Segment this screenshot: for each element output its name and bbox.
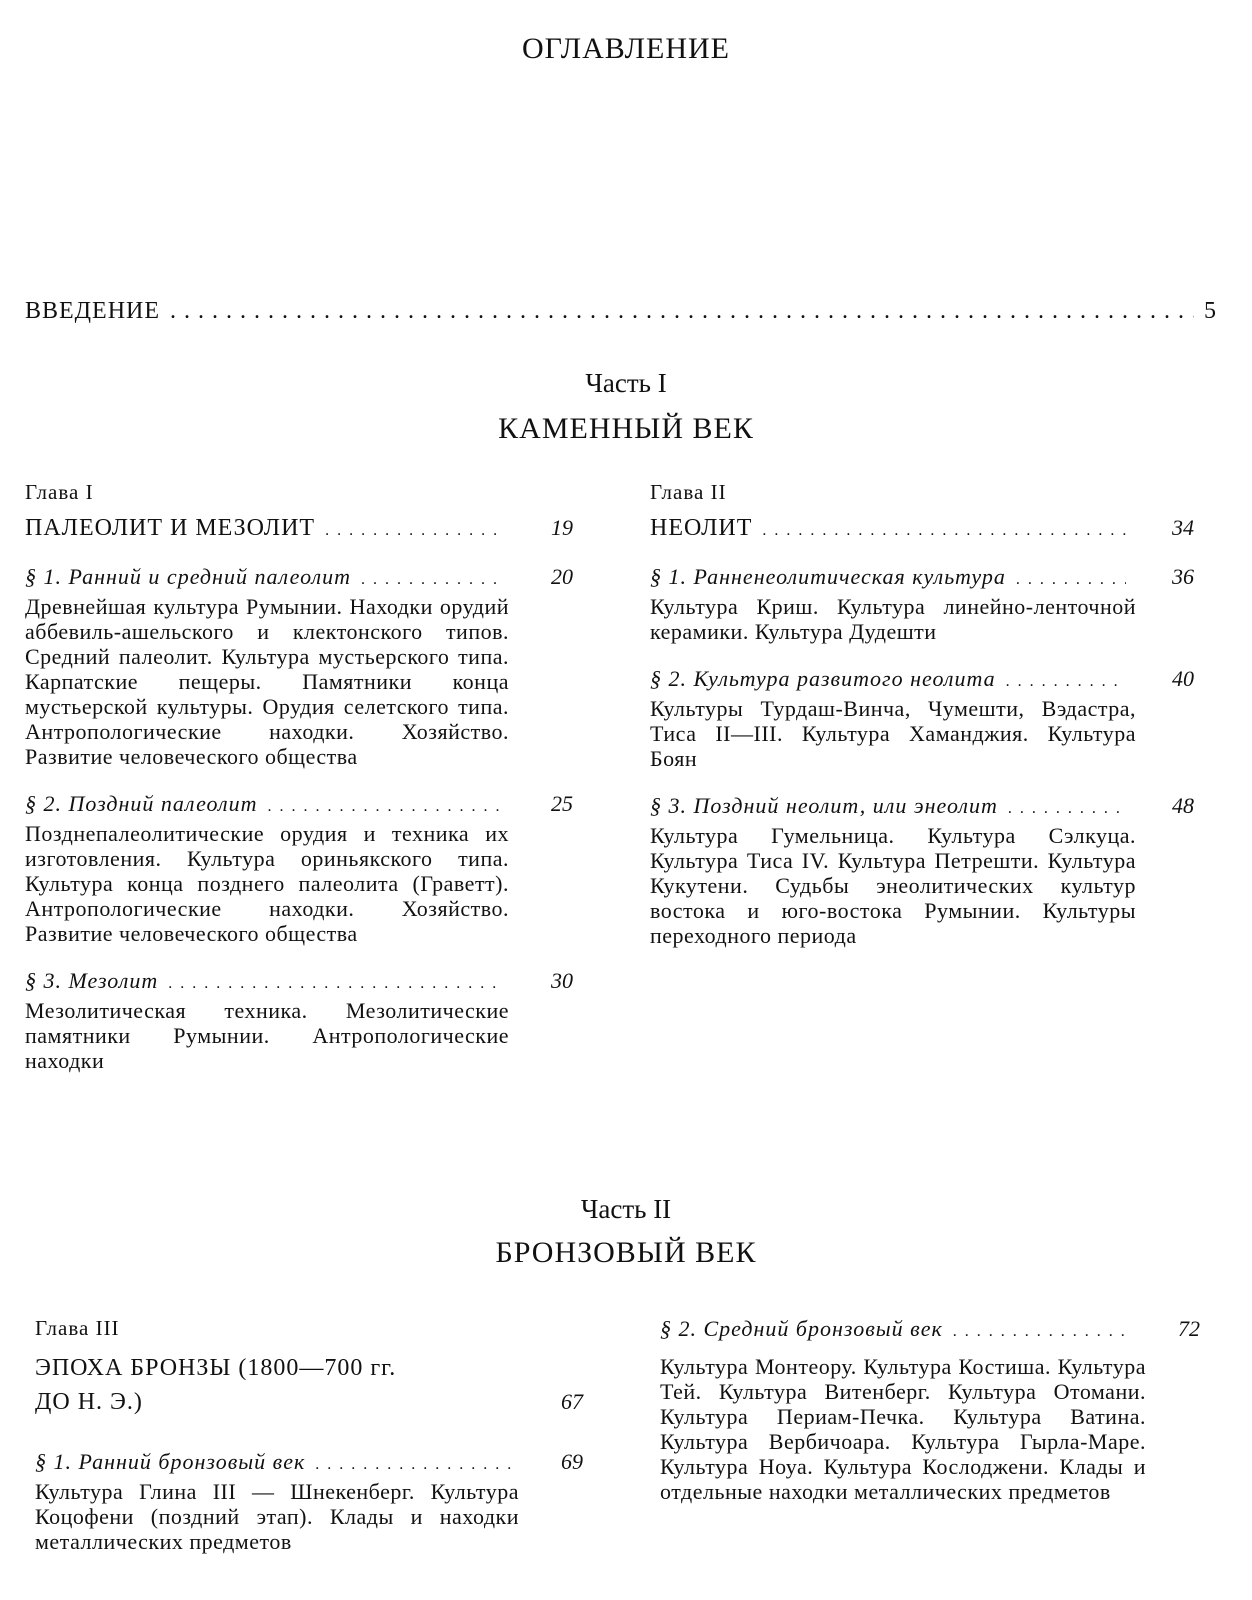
- chapter-2-title: НЕОЛИТ: [650, 515, 753, 541]
- leader-dots: [361, 571, 505, 589]
- section-2-2: [650, 666, 1194, 771]
- section-description: Древнейшая культура Румынии. Находки орудий аббевиль-ашельского и клектонского типов. Средний палеолит. Культура мустьерского типа. Карпатские пещеры. Памятники конца мустьерской культуры. Орудия селетского типа. Антропологические находки. Хозяйство. Развитие человеческого общества: [25, 594, 509, 769]
- chapter-2-page: 34: [1172, 515, 1194, 540]
- section-3-2: [660, 1316, 1200, 1504]
- section-page: 36: [1172, 564, 1194, 589]
- leader-dots: [762, 522, 1126, 540]
- section-page: 25: [551, 791, 573, 816]
- section-description: Культура Криш. Культура линейно-ленточной керамики. Культура Дудешти: [650, 594, 1136, 644]
- leader-dots: [325, 522, 505, 540]
- section-title: § 1. Ранненеолитическая культура: [650, 564, 1006, 589]
- section-description: Культура Глина III — Шнекенберг. Культура Коцофени (поздний этап). Клады и находки металлических предметов: [35, 1479, 519, 1554]
- chapter-3-title-line-2: ДО Н. Э.): [35, 1389, 143, 1415]
- section-1-2: [25, 791, 573, 946]
- chapter-3-column: [35, 1316, 583, 1554]
- intro-label: ВВЕДЕНИЕ: [25, 298, 161, 324]
- section-title: § 3. Мезолит: [25, 968, 159, 993]
- chapter-1-title: ПАЛЕОЛИТ И МЕЗОЛИТ: [25, 515, 316, 541]
- leader-dots: [1006, 673, 1126, 691]
- toc-entry-section-1-3[interactable]: [25, 968, 573, 994]
- section-description: Мезолитическая техника. Мезолитические памятники Румынии. Антропологические находки: [25, 998, 509, 1073]
- section-1-3: [25, 968, 573, 1073]
- section-description: Культуры Турдаш-Винча, Чумешти, Вэдастра, Тиса II—III. Культура Хаманджия. Культура Боян: [650, 696, 1136, 771]
- part-1-label: Часть I: [585, 368, 667, 398]
- leader-dots: [170, 298, 1194, 325]
- part-2-label: Часть II: [580, 1194, 672, 1224]
- chapter-3-title-line-1: ЭПОХА БРОНЗЫ (1800—700 гг.: [35, 1355, 397, 1381]
- toc-entry-section-2-2[interactable]: [650, 666, 1194, 692]
- section-page: 40: [1172, 666, 1194, 691]
- chapter-2-column: [650, 480, 1194, 948]
- chapter-1-label: Глава I: [25, 480, 94, 504]
- section-description: Культура Монтеору. Культура Костиша. Культура Тей. Культура Витенберг. Культура Отомани. Культура Периам-Печка. Культура Ватина. Культура Вербичоара. Культура Гырла-Маре. Культура Ноуа. Культура Кослоджени. Клады и отдельные находки металлических предметов: [660, 1354, 1146, 1504]
- leader-dots: [168, 975, 505, 993]
- section-2-3: [650, 793, 1194, 948]
- section-page: 20: [551, 564, 573, 589]
- section-title: § 1. Ранний бронзовый век: [35, 1449, 306, 1474]
- intro-page: 5: [1204, 298, 1217, 324]
- toc-entry-chapter-3[interactable]: [35, 1351, 583, 1419]
- toc-entry-section-3-1[interactable]: [35, 1449, 583, 1475]
- section-title: § 2. Средний бронзовый век: [660, 1316, 943, 1341]
- toc-entry-section-2-1[interactable]: [650, 564, 1194, 590]
- section-1-1: [25, 564, 573, 769]
- section-3-1: [35, 1449, 583, 1554]
- section-title: § 2. Культура развитого неолита: [650, 666, 996, 691]
- section-page: 72: [1178, 1316, 1200, 1341]
- toc-entry-chapter-1[interactable]: [25, 515, 573, 542]
- leader-dots: [1008, 800, 1126, 818]
- toc-entry-section-1-1[interactable]: [25, 564, 573, 590]
- page-title: ОГЛАВЛЕНИЕ: [522, 32, 730, 65]
- section-description: Культура Гумельница. Культура Сэлкуца. Культура Тиса IV. Культура Петрешти. Культура Кукутени. Судьбы энеолитических культур востока и юго-востока Румынии. Культуры переходного периода: [650, 823, 1136, 948]
- leader-dots: [1016, 571, 1126, 589]
- section-2-1: [650, 564, 1194, 644]
- part-2-title: БРОНЗОВЫЙ ВЕК: [495, 1236, 757, 1269]
- chapter-1-column: [25, 480, 573, 1073]
- toc-entry-section-2-3[interactable]: [650, 793, 1194, 819]
- toc-entry-section-1-2[interactable]: [25, 791, 573, 817]
- section-page: 69: [561, 1449, 583, 1474]
- chapter-2-label: Глава II: [650, 480, 727, 504]
- leader-dots: [315, 1456, 515, 1474]
- toc-entry-section-3-2[interactable]: [660, 1316, 1200, 1342]
- chapter-3-label: Глава III: [35, 1316, 120, 1340]
- section-page: 48: [1172, 793, 1194, 818]
- toc-entry-chapter-2[interactable]: [650, 515, 1194, 542]
- leader-dots: [953, 1323, 1132, 1341]
- section-title: § 2. Поздний палеолит: [25, 791, 258, 816]
- toc-entry-introduction[interactable]: [25, 298, 1217, 325]
- chapter-3-page: 67: [561, 1389, 583, 1414]
- chapter-3-column-right: [660, 1316, 1200, 1504]
- part-1-title: КАМЕННЫЙ ВЕК: [498, 412, 754, 445]
- section-description: Позднепалеолитические орудия и техника их изготовления. Культура ориньякского типа. Культура конца позднего палеолита (Граветт). Антропологические находки. Хозяйство. Развитие человеческого общества: [25, 821, 509, 946]
- section-title: § 3. Поздний неолит, или энеолит: [650, 793, 998, 818]
- chapter-1-page: 19: [551, 515, 573, 540]
- section-page: 30: [551, 968, 573, 993]
- leader-dots: [267, 798, 505, 816]
- section-title: § 1. Ранний и средний палеолит: [25, 564, 352, 589]
